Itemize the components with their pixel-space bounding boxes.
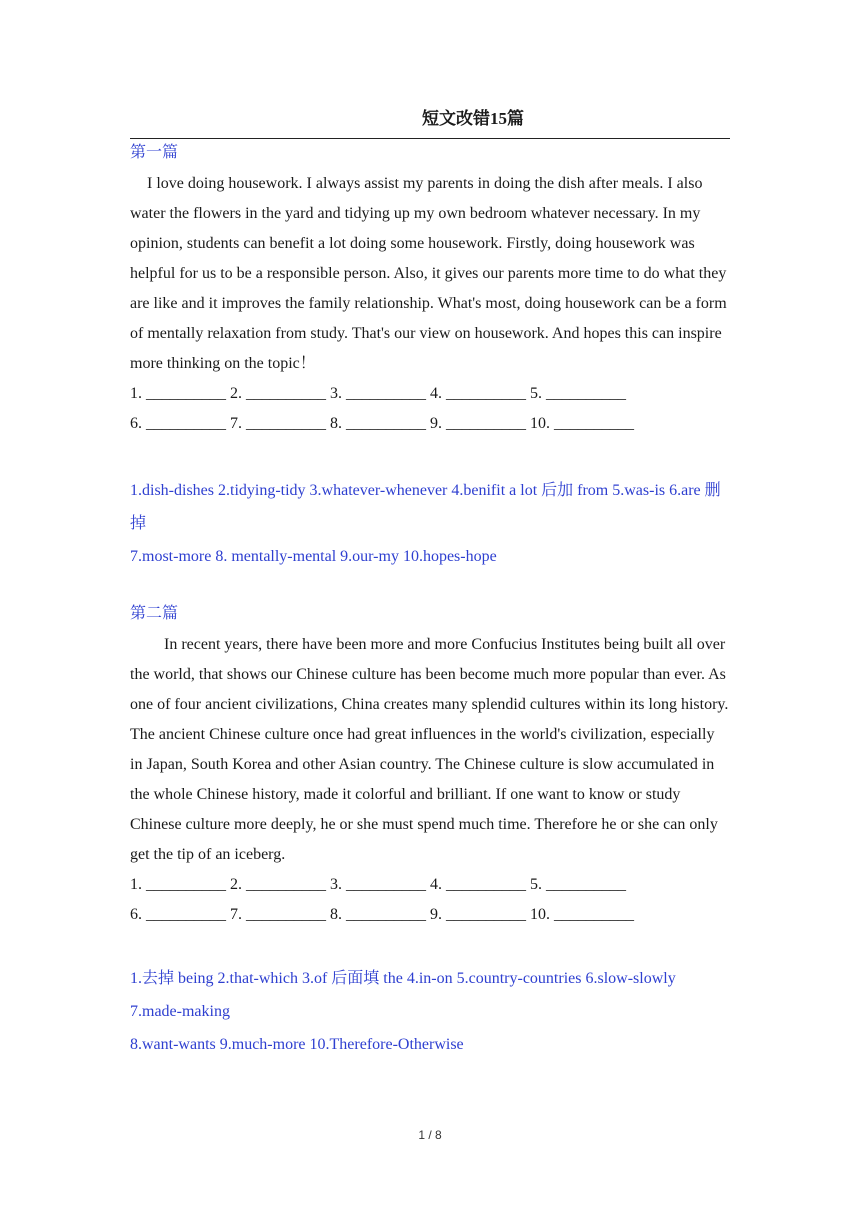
title-divider — [130, 138, 730, 139]
document-title: 短文改错15篇 — [422, 109, 524, 128]
passage-text: I love doing housework. I always assist my parents in doing the dish after meals. I also water the flowers in the yard and tidying up my own bedroom whatever necessary. In my opinion, students can benefit a lot doing some housework. Firstly, doing housework was helpful for us to be a responsible person. Also, it gives our parents more time to do what they are like and it improves the family relationship. What's most, doing housework can be a form of mentally relaxation from study. That's our view on housework. And hopes this can inspire more thinking on the topic！ — [130, 175, 727, 372]
answer-key-line: 8.want-wants 9.much-more 10.Therefore-Otherwise — [130, 1036, 464, 1053]
passage-text: In recent years, there have been more and more Confucius Institutes being built all over the world, that shows our Chinese culture has been become much more popular than ever. As one of four ancient civilizations, China creates many splendid cultures within its long history. The ancient Chinese culture once had great influences in the world's civilization, especially in Japan, South Korea and other Asian country. The Chinese culture is slow accumulated in the whole Chinese history, made it colorful and brilliant. If one want to know or study Chinese culture more deeply, he or she must spend much time. Therefore he or she can only get the tip of an iceberg. — [130, 636, 729, 863]
answer-key-line: 7.most-more 8. mentally-mental 9.our-my 10.hopes-hope — [130, 548, 497, 565]
page-number: 1 / 8 — [418, 1128, 442, 1142]
section-1-answers — [130, 474, 730, 573]
section-2 — [130, 602, 730, 930]
section-1 — [130, 141, 730, 439]
answer-key-line: 1.去掉 being 2.that-which 3.of 后面填 the 4.in-on 5.country-countries 6.slow-slowly 7.made-making — [130, 970, 676, 1020]
answer-blanks-row-1: 1. __________ 2. __________ 3. __________ 4. __________ 5. __________ — [130, 876, 626, 893]
answer-blanks-row-2: 6. __________ 7. __________ 8. __________ 9. __________ 10. __________ — [130, 415, 634, 432]
section-heading: 第一篇 — [130, 144, 179, 161]
section-heading: 第二篇 — [130, 605, 179, 622]
answer-blanks-row-2: 6. __________ 7. __________ 8. __________ 9. __________ 10. __________ — [130, 906, 634, 923]
section-2-answers — [130, 962, 730, 1061]
answer-key-line: 1.dish-dishes 2.tidying-tidy 3.whatever-whenever 4.benifit a lot 后加 from 5.was-is 6.are 删掉 — [130, 482, 721, 532]
answer-blanks-row-1: 1. __________ 2. __________ 3. __________ 4. __________ 5. __________ — [130, 385, 626, 402]
